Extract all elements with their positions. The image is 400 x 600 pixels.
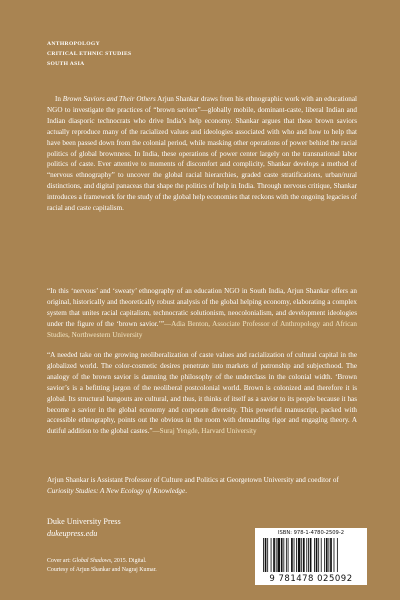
book-title: Brown Saviors and Their Others (62, 95, 156, 103)
blurb-benton-attribution: —Adia Benton, Associate Professor of Anthropology and African Studies, Northwestern University (47, 319, 357, 339)
category-south-asia: SOUTH ASIA (47, 61, 85, 68)
barcode-box (255, 528, 367, 585)
category-anthropology: ANTHROPOLOGY (47, 41, 100, 47)
description-body: Arjun Shankar draws from his ethnographic work with an educational NGO to investigate the practices of “brown saviors”—globally mobile, dominant-caste, liberal Indian and Indian diasporic technocrats who drive India’s help economy. Shankar argues that these brown saviors actually reproduce many of the racialized values and ideologies associated with who and how to help that have been passed down from the colonial period, while masking other operations of power behind the racial politics of global brownness. In India, these operations of power center largely on the transnational labor politics of caste. Ever attentive to moments of discomfort and complicity, Shankar develops a method of “nervous ethnography” to uncover the global racial hierarchies, graded caste stratifications, urban/rural distinctions, and digital panaceas that shape the politics of help in India. Through nervous critique, Shankar introduces a framework for the study of the global help economies that reckons with the ongoing legacies of racial and caste capitalism. (47, 95, 358, 213)
cover-credit-prefix: Cover art: (47, 558, 73, 564)
author-bio (47, 475, 357, 497)
barcode-digits: 9 781478 025092 (269, 574, 353, 584)
blurb-benton (47, 286, 357, 341)
blurb-yengde-text: “A needed take on the growing neoliberalization of caste values and racialization of cultural capital in the globalized world. The color-cosmetic desires penetrate into markets of patronship and subjecthood. The analogy of the brown savior is damning the philosophy of the underclass in the colonial width. ‘Brown savior’s is a befitting jargon of the neoliberal postcolonial world. Brown is colonized and therefore it is global. Its structural hangouts are cultural, and thus, it thinks of itself as a savior to its people because it has become a savior in the global economy and corporate diversity. This powerful manuscript, packed with accessible ethnography, points out the obvious in the room with demanding rigor and engaging theory. A dutiful addition to the global castes.” (47, 351, 357, 436)
cover-credit-line-1 (47, 557, 157, 566)
author-bio-book-title: Curiosity Studies: A New Ecology of Knowledge (47, 486, 186, 495)
publisher-name: Duke University Press (47, 517, 121, 526)
category-critical-ethnic-studies: CRITICAL ETHNIC STUDIES (47, 51, 132, 58)
cover-credit-suffix: , 2015. Digital. (111, 558, 147, 564)
blurb-yengde-attribution: —Suraj Yengde, Harvard University (152, 427, 257, 436)
cover-credit-line-2: Courtesy of Arjun Shankar and Nagraj Kumar. (47, 566, 157, 573)
cover-credit (47, 557, 157, 574)
description-paragraph: In Brown Saviors and Their Others Arjun Shankar draws from his ethnographic work with an educational NGO to investigate the practices of “brown saviors”—globally mobile, dominant-caste, liberal Indian and Indian diasporic technocrats who drive India’s help economy. Shankar argues that these brown saviors actually reproduce many of the racialized values and ideologies associated with who and how to help that have been passed down from the colonial period, while masking other operations of power behind the racial politics of global brownness. In India, these operations of power center largely on the transnational labor politics of caste. Ever attentive to moments of discomfort and complicity, Shankar develops a method of “nervous ethnography” to uncover the global racial hierarchies, graded caste stratifications, urban/rural distinctions, and digital panaceas that shape the politics of help in India. Through nervous critique, Shankar introduces a framework for the study of the global help economies that reckons with the ongoing legacies of racial and caste capitalism. (47, 95, 358, 213)
blurb-benton-text: “In this ‘nervous’ and ‘sweaty’ ethnography of an education NGO in South India, Arjun Shankar offers an original, historically and theoretically robust analysis of the global helping economy, elaborating a complex system that unites racial capitalism, technocratic solutionism, neocolonialism, and development ideologies under the figure of the ‘brown savior.’” (47, 287, 357, 328)
isbn-label: ISBN: 978-1-4780-2509-2 (277, 530, 345, 536)
category-list (47, 39, 132, 70)
blurb-yengde (47, 350, 357, 437)
book-description (47, 94, 357, 214)
author-bio-suffix: . (185, 486, 187, 495)
publisher-url[interactable]: dukeupress.edu (47, 529, 98, 538)
publisher-block (47, 516, 121, 540)
barcode-icon (261, 538, 361, 574)
cover-credit-art-title: Global Shadows (72, 558, 111, 564)
author-bio-prefix: Arjun Shankar is Assistant Professor of Culture and Politics at Georgetown University and coeditor of (47, 476, 339, 484)
